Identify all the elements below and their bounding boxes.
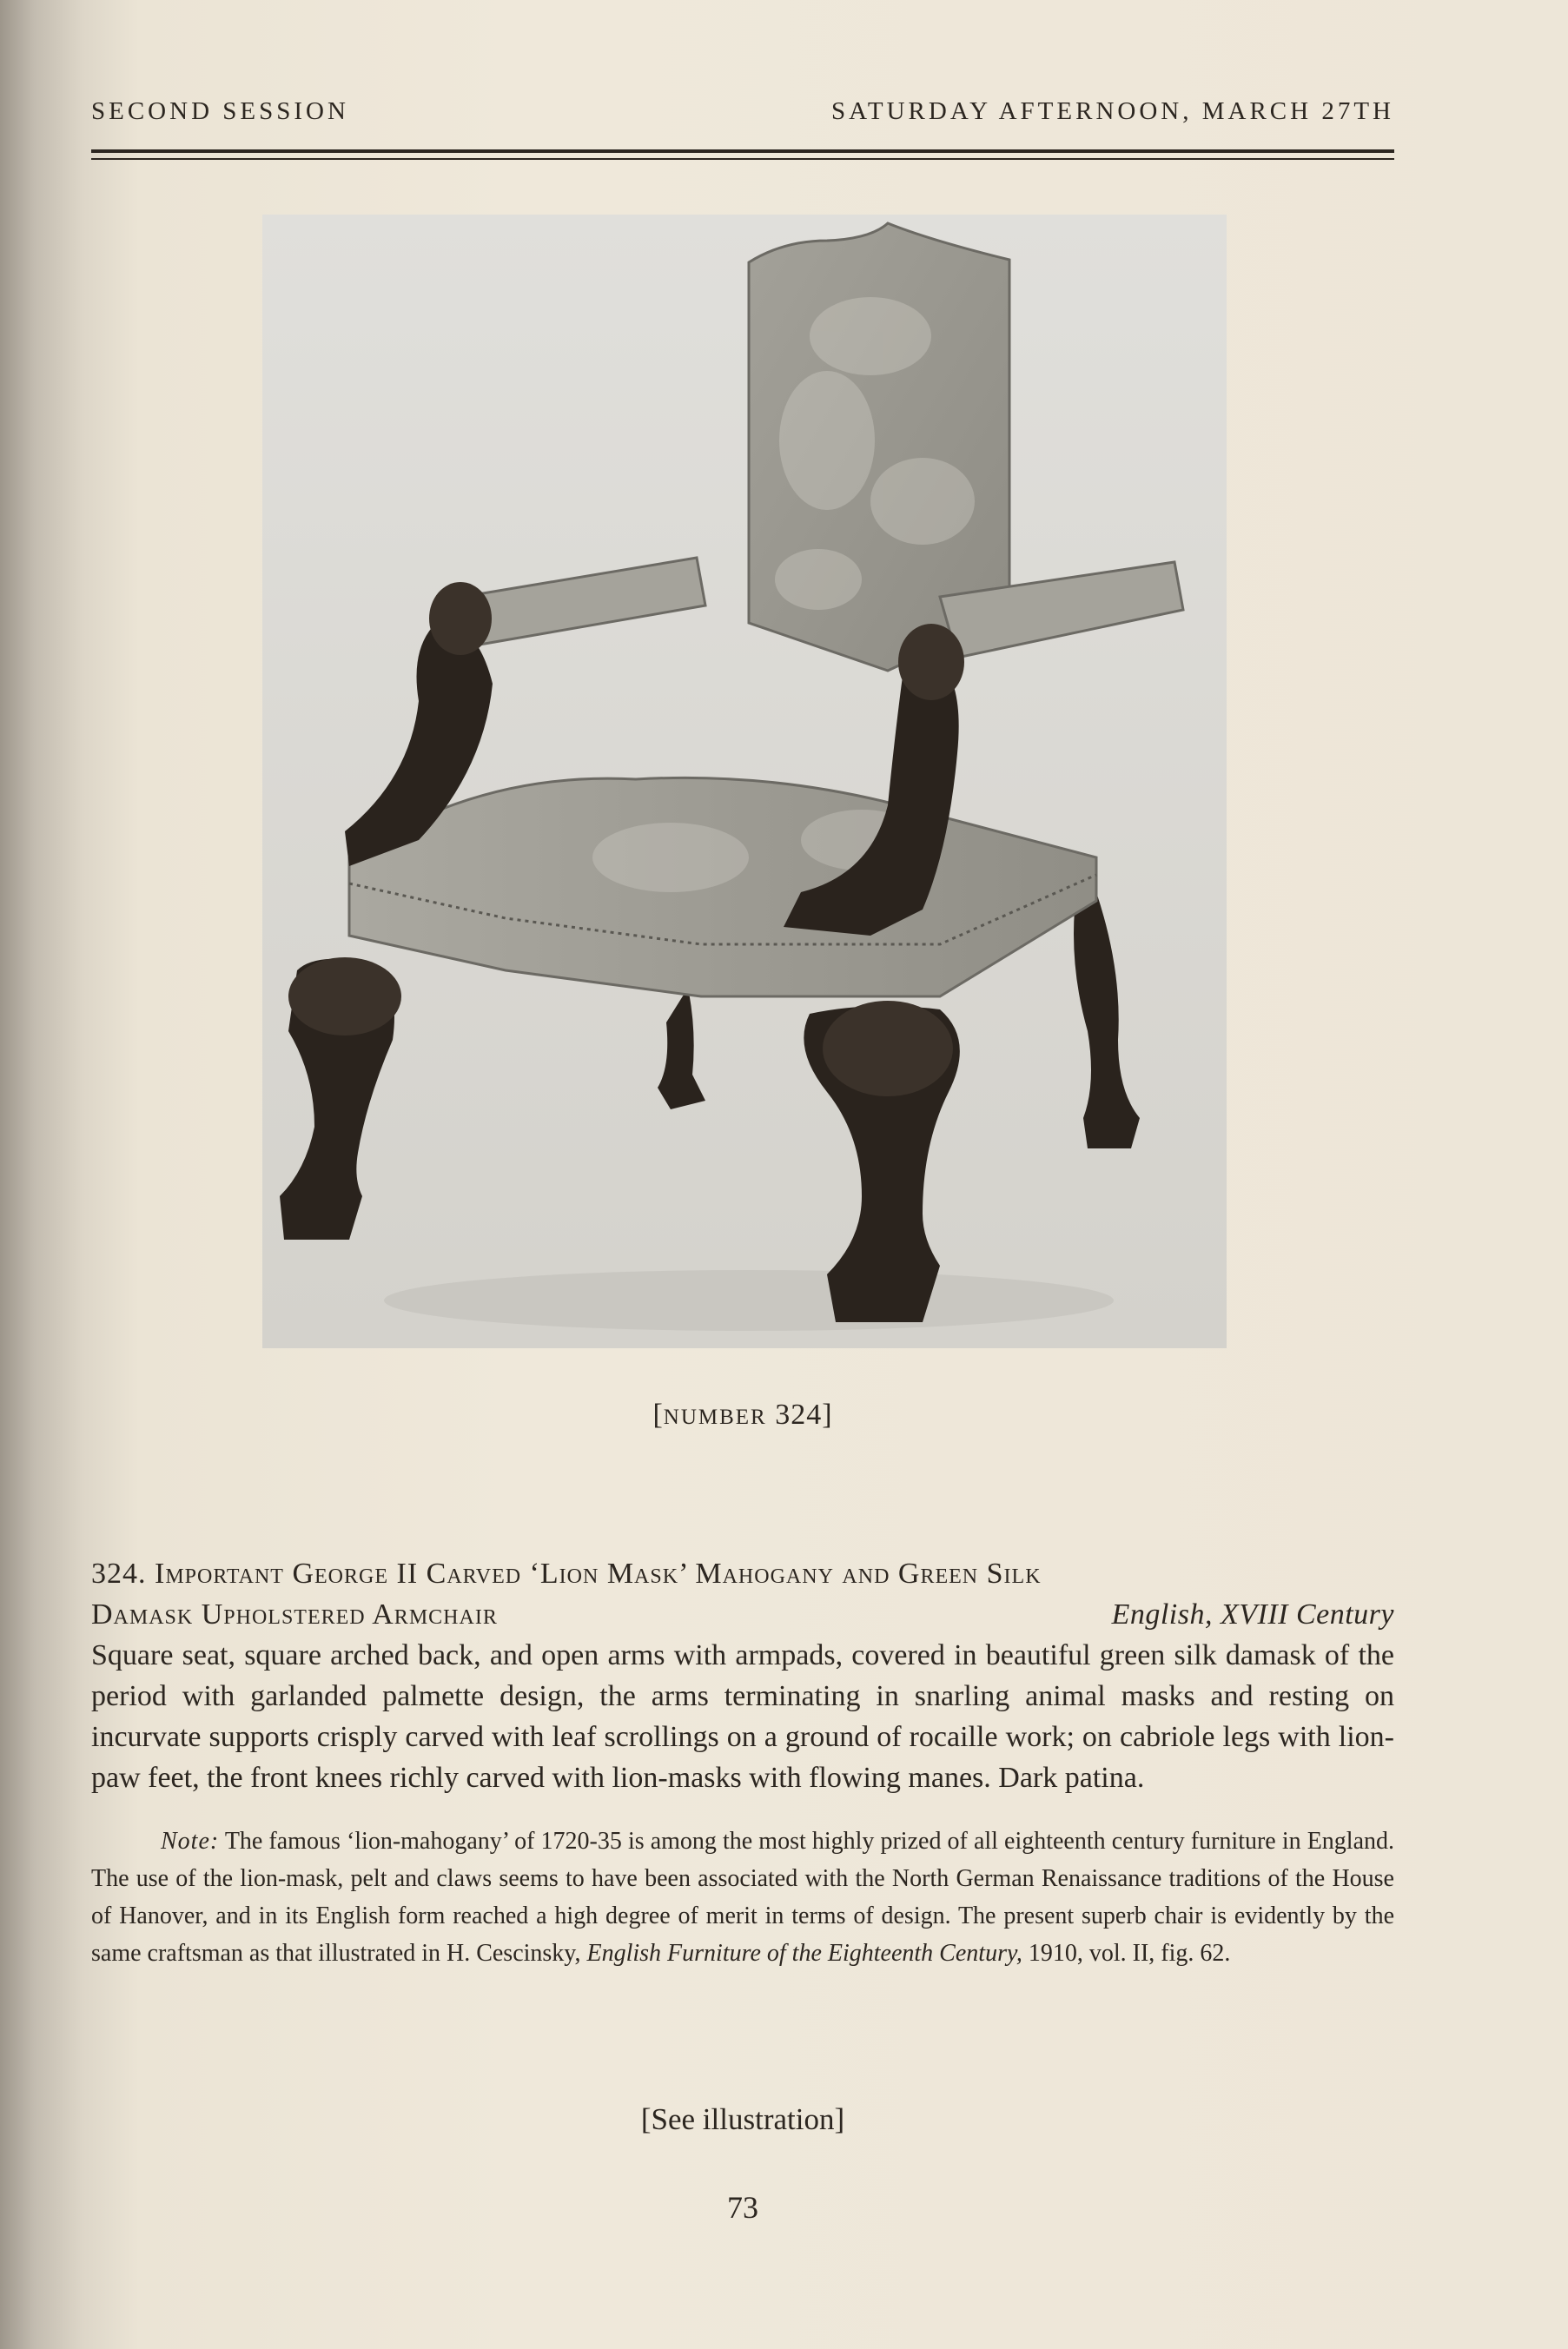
see-illustration: [See illustration] [640,2102,845,2136]
right-lion-mask-arm [898,624,964,700]
caption-close-bracket: ] [822,1399,833,1431]
lot-note [91,1823,1394,1972]
lot-number: 324. [91,1558,147,1590]
lot-title-line1: Important George II Carved ‘Lion Mask’ Mahogany and Green Silk [155,1558,1042,1590]
header-rule-thin [91,158,1394,160]
page-number: 73 [727,2190,758,2225]
lot-title-line2: Damask Upholstered Armchair [91,1598,498,1631]
caption-number: 324 [775,1399,823,1431]
note-reference-tail: 1910, vol. II, fig. 62. [1028,1940,1231,1967]
note-label: Note: [161,1828,220,1855]
lot-entry [91,1553,1394,1972]
lot-title [91,1553,1394,1594]
caption-open-bracket: [ [652,1399,664,1431]
running-head-session: SECOND SESSION [91,97,349,125]
lot-title-second-line [91,1594,1394,1635]
lot-period: English, XVIII Century [1111,1598,1394,1631]
armchair-drawing [262,215,1227,1348]
floor-shadow [384,1270,1114,1331]
header-rule-thick [91,149,1394,153]
caption-label: NUMBER [663,1406,767,1429]
note-text: The famous ‘lion-mahogany’ of 1720-35 is among the most highly prized of all eighteenth century furniture in England. The use of the lion-mask, pelt and claws seems to have been associated with the North German Renaissance traditions of the House of Hanover, and in its English form reached a high degree of merit in terms of design. The present superb chair is evidently by the same craftsman as that illustrated in H. Cescinsky, [91,1828,1395,1967]
running-head-date: SATURDAY AFTERNOON, MARCH 27TH [831,97,1394,125]
running-head [91,97,1394,132]
note-reference-title: English Furniture of the Eighteenth Century, [586,1940,1022,1967]
front-right-knee-mask [823,1001,953,1096]
plate-caption [0,1399,1485,1432]
armchair-photograph [262,215,1227,1348]
left-lion-mask-arm [429,582,492,655]
lot-description: Square seat, square arched back, and open arms with armpads, covered in beautiful green silk damask of the period with garlanded palmette design, the arms terminating in snarling animal masks and resting on incurvate supports crisply carved with leaf scrollings on a ground of rocaille work; on cabriole legs with lion-paw feet, the front knees richly carved with lion-masks with flowing manes. Dark patina. [91,1639,1394,1794]
front-left-knee-mask [288,957,401,1036]
